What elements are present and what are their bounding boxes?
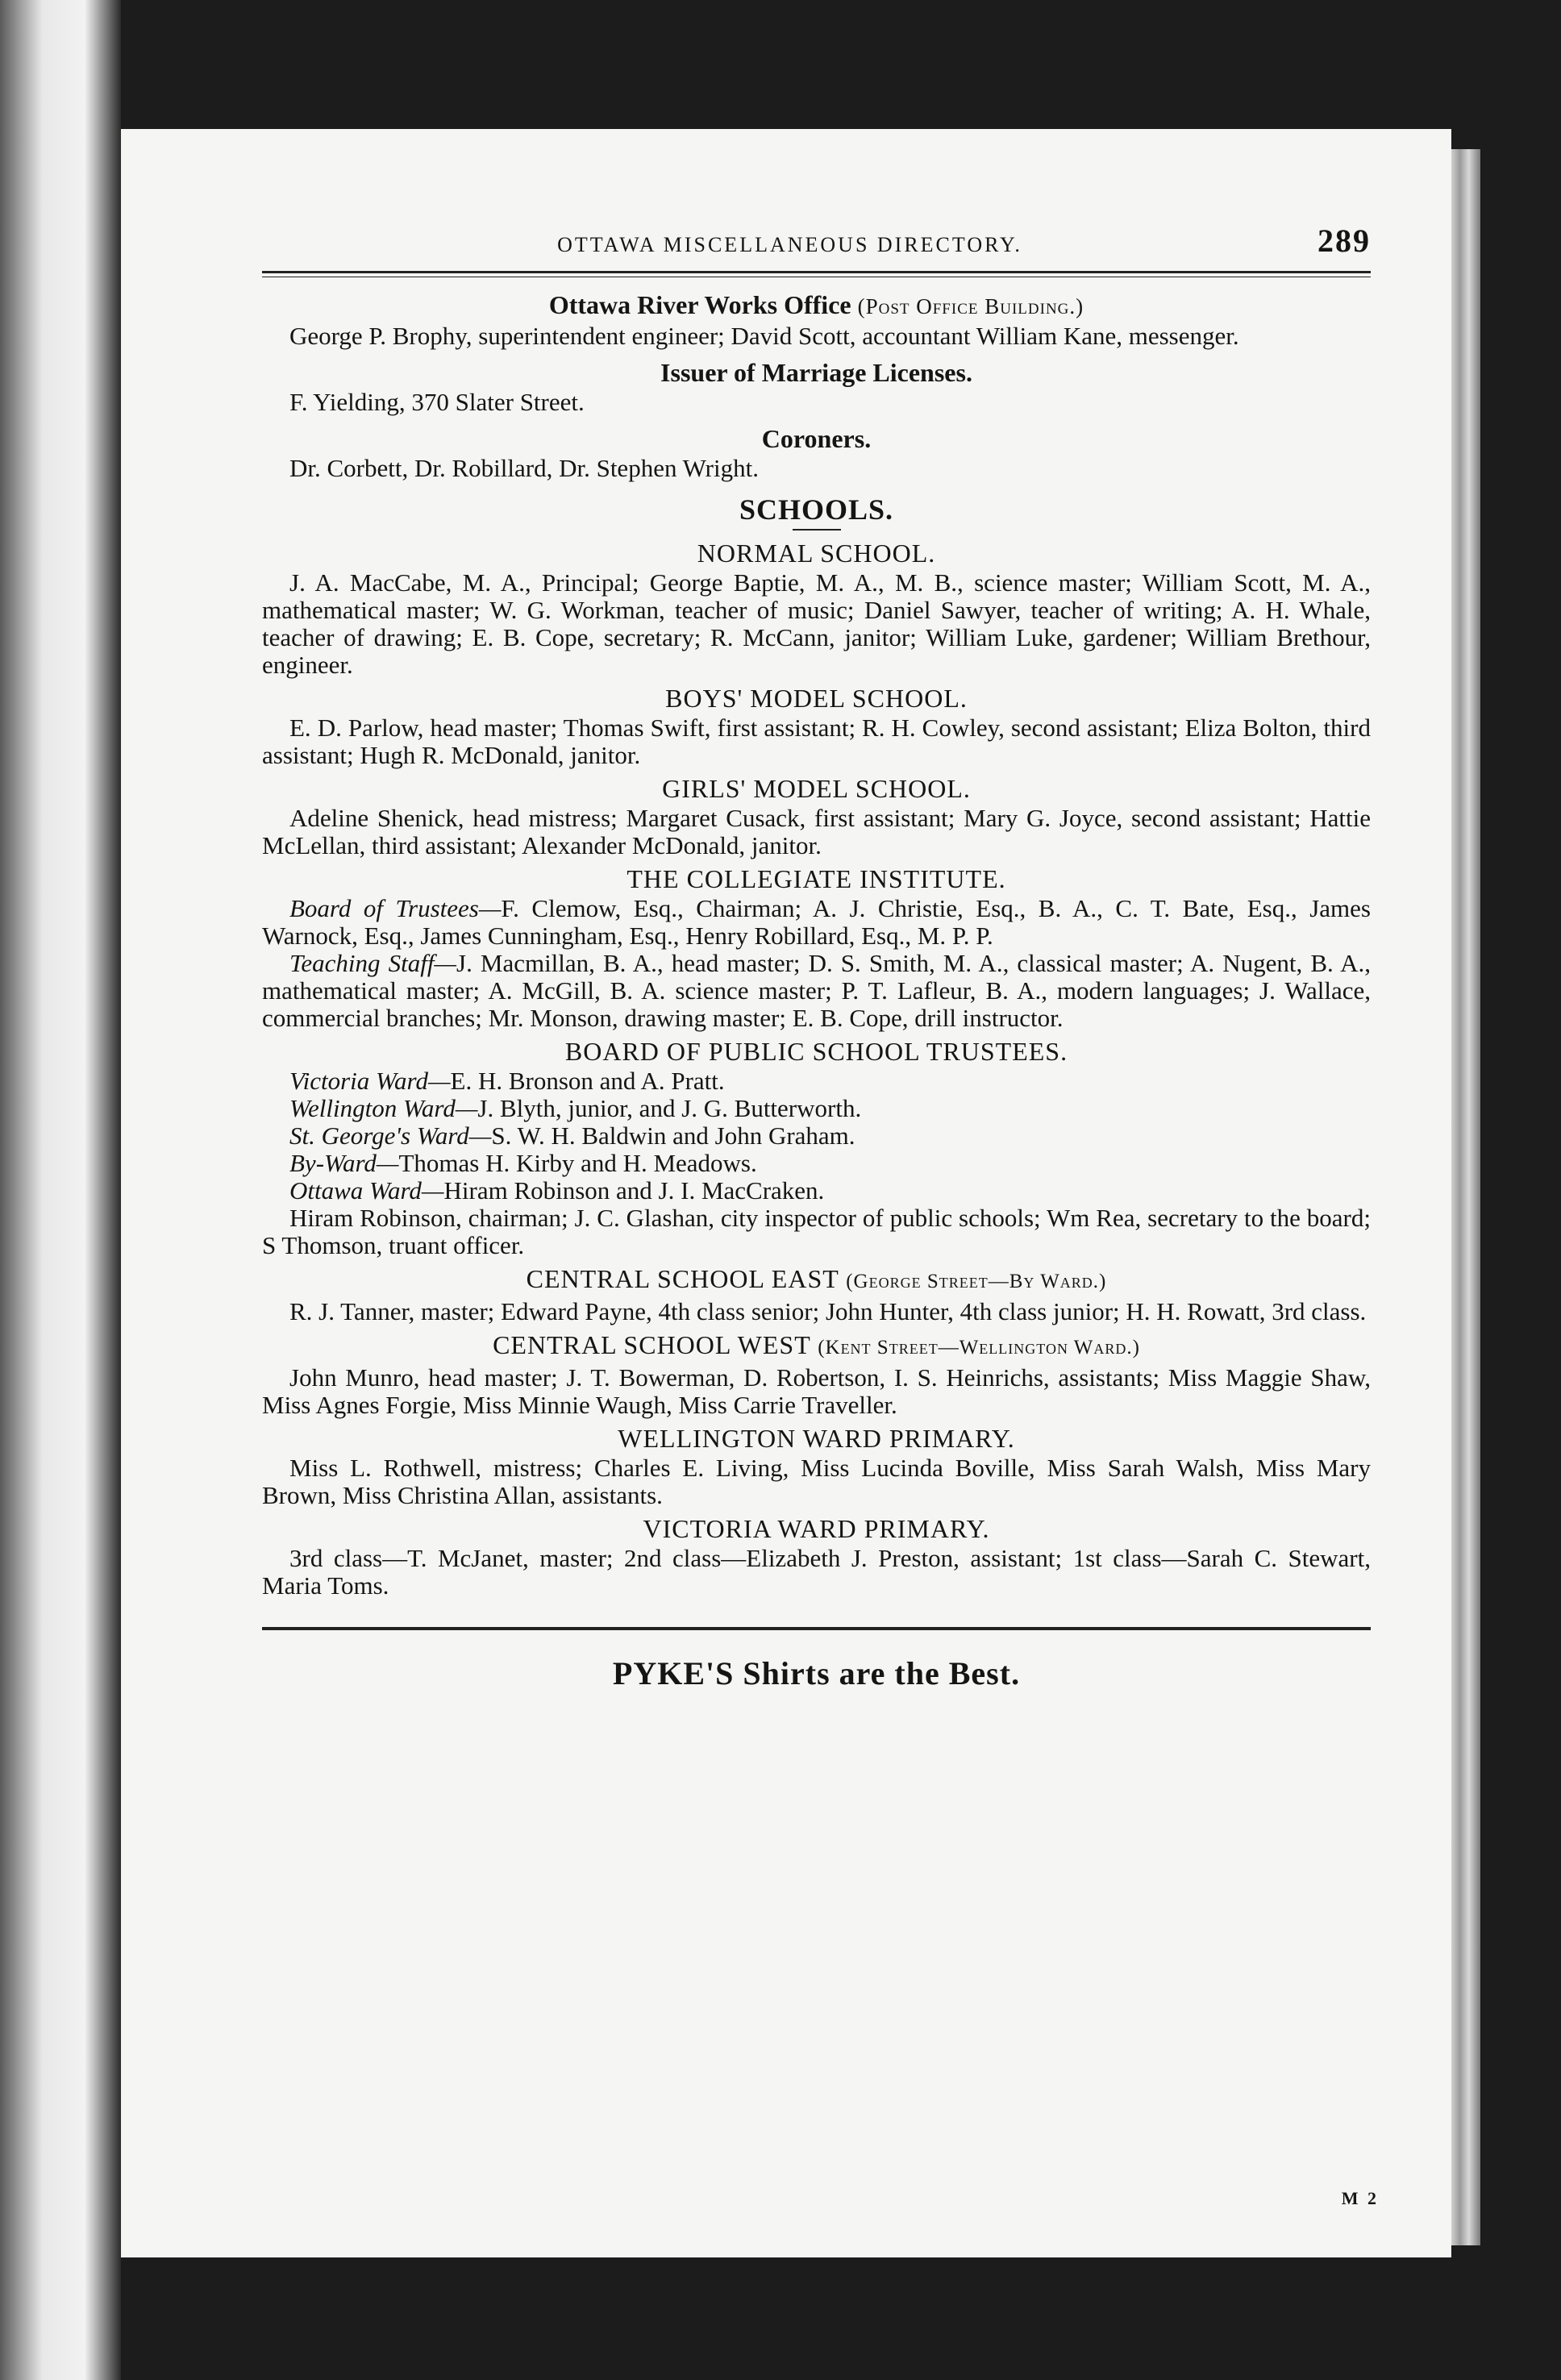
- coroners-text: Dr. Corbett, Dr. Robillard, Dr. Stephen Wright.: [289, 454, 759, 482]
- advertisement: PYKE'S Shirts are the Best.: [612, 1655, 1021, 1691]
- ward-item: [262, 1095, 1371, 1122]
- header-rule: [262, 271, 1371, 277]
- ward-item: [262, 1150, 1371, 1177]
- coroners-heading: Coroners.: [761, 424, 872, 453]
- river-works-location: (Post Office Building.): [857, 294, 1084, 318]
- central-west-title: CENTRAL SCHOOL WEST: [493, 1330, 811, 1359]
- public-trustees-heading: BOARD OF PUBLIC SCHOOL TRUSTEES.: [564, 1037, 1068, 1066]
- page-stack-edge: [1451, 149, 1480, 2245]
- public-trustees-text: Hiram Robinson, chairman; J. C. Glashan, city inspector of public schools; Wm Rea, secretary to the board; S Thomson, truant officer.: [262, 1204, 1371, 1259]
- victoria-primary-text: 3rd class—T. McJanet, master; 2nd class—Elizabeth J. Preston, assistant; 1st class—Sarah C. Stewart, Maria Toms.: [262, 1544, 1371, 1600]
- river-works-text: George P. Brophy, superintendent engineer; David Scott, accountant William Kane, messenger.: [289, 322, 1239, 350]
- ward-text: E. H. Bronson and A. Pratt.: [450, 1067, 725, 1095]
- facing-page-edge: [0, 0, 121, 2380]
- central-west-location: (Kent Street—Wellington Ward.): [818, 1337, 1140, 1359]
- ward-item: [262, 1067, 1371, 1095]
- ward-text: Hiram Robinson and J. I. MacCraken.: [443, 1176, 825, 1205]
- normal-school-heading: NORMAL SCHOOL.: [697, 539, 936, 568]
- collegiate-board: [262, 895, 1371, 950]
- marriage-heading: Issuer of Marriage Licenses.: [660, 358, 972, 387]
- board-text: F. Clemow, Esq., Chairman; A. J. Christie, Esq., B. A., C. T. Bate, Esq., James Warnock, Esq., James Cunningham, Esq., Henry Robillard, Esq., M. P. P.: [262, 894, 1371, 950]
- ward-text: Thomas H. Kirby and H. Meadows.: [398, 1149, 757, 1177]
- ward-text: S. W. H. Baldwin and John Graham.: [491, 1121, 855, 1150]
- ward-text: J. Blyth, junior, and J. G. Butterworth.: [477, 1094, 862, 1122]
- schools-rule: [793, 529, 841, 531]
- central-east-text: R. J. Tanner, master; Edward Payne, 4th class senior; John Hunter, 4th class junior; H. H. Rowatt, 3rd class.: [289, 1297, 1367, 1325]
- ward-item: [262, 1122, 1371, 1150]
- girls-model-heading: GIRLS' MODEL SCHOOL.: [662, 774, 971, 803]
- victoria-primary-heading: VICTORIA WARD PRIMARY.: [643, 1514, 990, 1543]
- running-title: OTTAWA MISCELLANEOUS DIRECTORY.: [557, 233, 1022, 256]
- ward-label: St. George's Ward—: [289, 1121, 492, 1150]
- river-works-title: Ottawa River Works Office: [548, 290, 851, 319]
- wellington-primary-heading: WELLINGTON WARD PRIMARY.: [618, 1424, 1015, 1453]
- ward-label: By-Ward—: [289, 1149, 399, 1177]
- ward-label: Ottawa Ward—: [289, 1176, 444, 1205]
- boys-model-heading: BOYS' MODEL SCHOOL.: [665, 684, 968, 713]
- running-head: [262, 222, 1371, 260]
- ward-item: [262, 1177, 1371, 1205]
- staff-text: J. Macmillan, B. A., head master; D. S. Smith, M. A., classical master; A. Nugent, B. A., mathematical master; A. McGill, B. A. science master; P. T. Lafleur, B. A., modern languages; J. Wallace, commercial branches; Mr. Monson, drawing master; E. B. Cope, drill instructor.: [262, 949, 1371, 1032]
- central-east-location: (George Street—By Ward.): [846, 1271, 1107, 1292]
- ward-list: [262, 1067, 1371, 1205]
- central-east-title: CENTRAL SCHOOL EAST: [526, 1264, 839, 1293]
- wellington-primary-text: Miss L. Rothwell, mistress; Charles E. Living, Miss Lucinda Boville, Miss Sarah Walsh, Miss Mary Brown, Miss Christina Allan, assistants.: [262, 1454, 1371, 1509]
- central-west-text: John Munro, head master; J. T. Bowerman, D. Robertson, I. S. Heinrichs, assistants; Miss Maggie Shaw, Miss Agnes Forgie, Miss Minnie Waugh, Miss Carrie Traveller.: [262, 1363, 1371, 1419]
- marriage-text: F. Yielding, 370 Slater Street.: [289, 388, 585, 416]
- river-works-heading: [262, 289, 1371, 322]
- normal-school-text: J. A. MacCabe, M. A., Principal; George Baptie, M. A., M. B., science master; William Scott, M. A., mathematical master; W. G. Workman, teacher of music; Daniel Sawyer, teacher of writing; A. H. Whale, teacher of drawing; E. B. Cope, secretary; R. McCann, janitor; William Luke, gardener; William Brethour, engineer.: [262, 568, 1371, 679]
- collegiate-staff: [262, 950, 1371, 1032]
- ward-label: Wellington Ward—: [289, 1094, 478, 1122]
- girls-model-text: Adeline Shenick, head mistress; Margaret Cusack, first assistant; Mary G. Joyce, second assistant; Hattie McLellan, third assistant; Alexander McDonald, janitor.: [262, 804, 1371, 859]
- board-label: Board of Trustees—: [289, 894, 502, 922]
- printer-signature: M 2: [1341, 2188, 1379, 2208]
- ward-label: Victoria Ward—: [289, 1067, 451, 1095]
- directory-page: [121, 129, 1451, 2257]
- boys-model-text: E. D. Parlow, head master; Thomas Swift, first assistant; R. H. Cowley, second assistant; Eliza Bolton, third assistant; Hugh R. McDonald, janitor.: [262, 714, 1371, 769]
- staff-label: Teaching Staff—: [289, 949, 456, 977]
- central-west-heading: [262, 1329, 1371, 1364]
- schools-heading: SCHOOLS.: [739, 493, 894, 526]
- collegiate-heading: THE COLLEGIATE INSTITUTE.: [626, 864, 1006, 893]
- page-content: [262, 222, 1371, 1692]
- page-number: 289: [1317, 223, 1371, 259]
- central-east-heading: [262, 1263, 1371, 1298]
- footer-rule: [262, 1627, 1371, 1630]
